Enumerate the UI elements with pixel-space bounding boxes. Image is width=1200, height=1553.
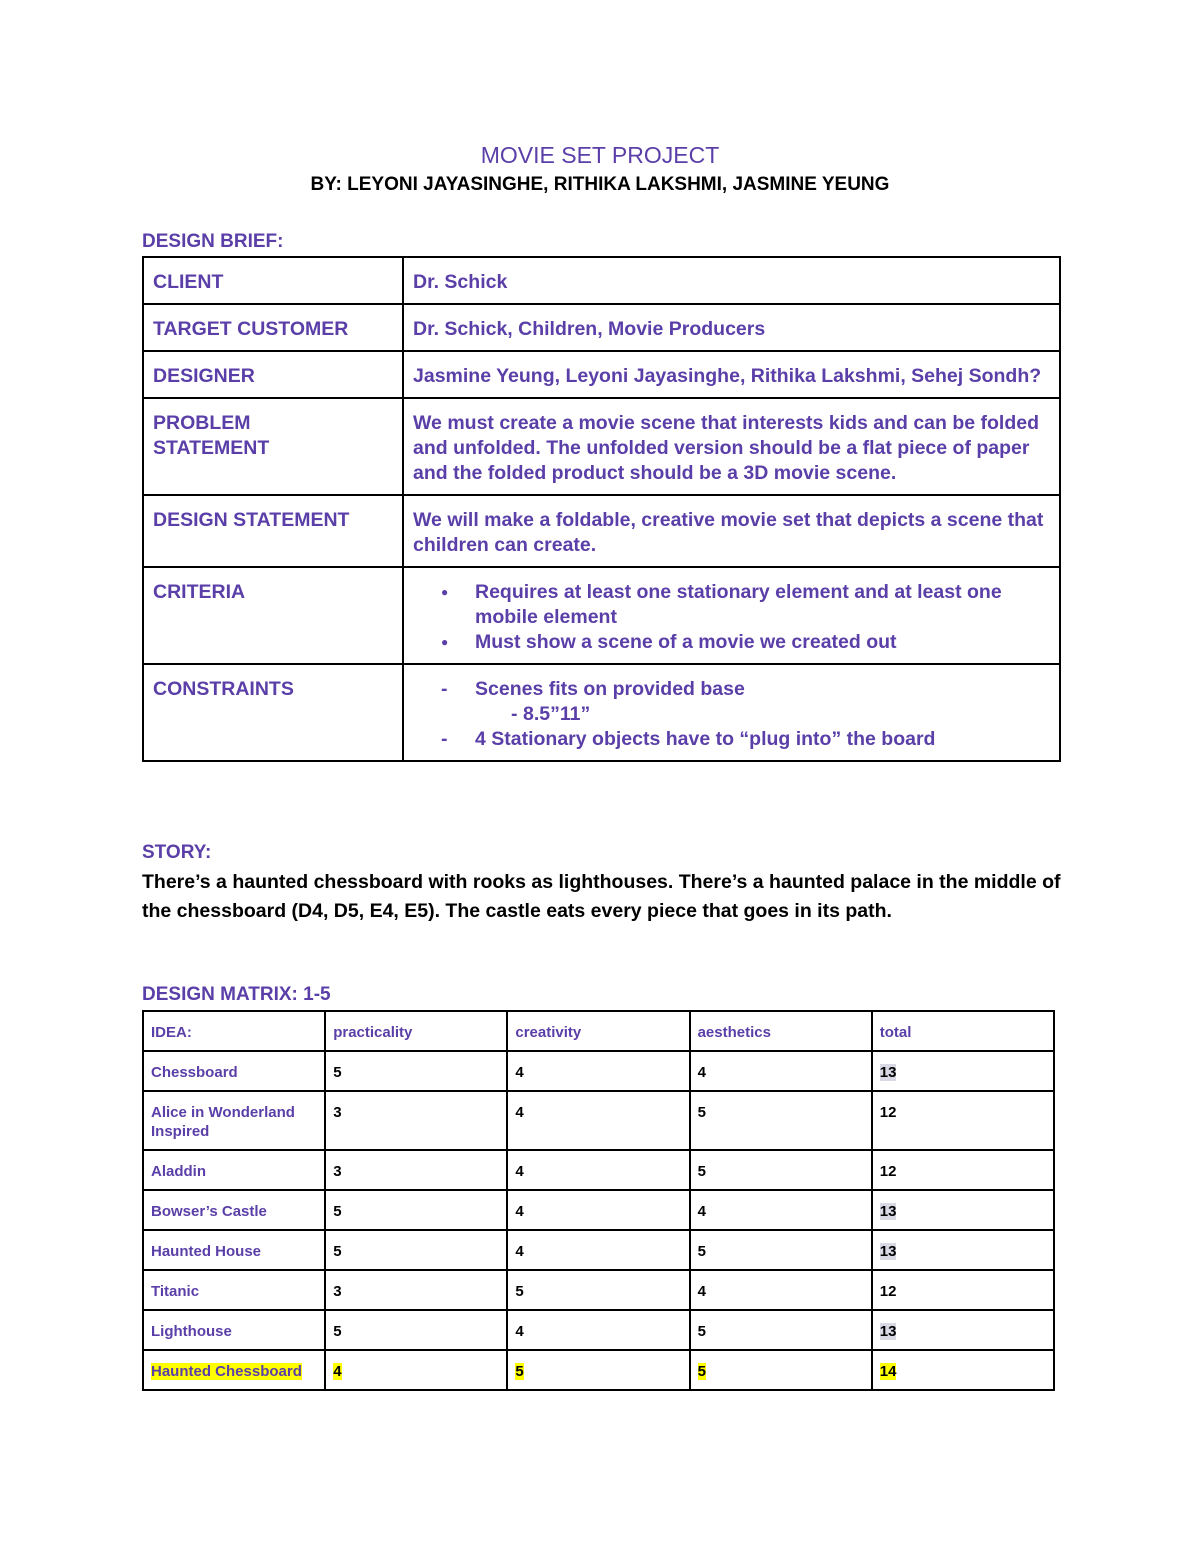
- table-row: [143, 1190, 1054, 1230]
- highlighted-idea: Haunted Chessboard: [151, 1363, 302, 1380]
- table-header-row: [143, 1011, 1054, 1051]
- constraints-list: [413, 677, 1050, 752]
- brief-key: CONSTRAINTS: [143, 664, 403, 761]
- total-value: 12: [879, 1104, 897, 1121]
- total-value: 12: [879, 1283, 897, 1300]
- score-cell: [507, 1350, 689, 1390]
- brief-key-line: STATEMENT: [153, 437, 270, 459]
- authors-line: BY: LEYONI JAYASINGHE, RITHIKA LAKSHMI, JASMINE YEUNG: [310, 174, 890, 195]
- story-text: There’s a haunted chessboard with rooks as lighthouses. There’s a haunted palace in the middle of the chessboard (D4, D5, E4, E5). The castle eats every piece that goes in its path.: [142, 871, 1061, 922]
- brief-key: TARGET CUSTOMER: [143, 304, 403, 351]
- brief-value: We must create a movie scene that interests kids and can be folded and unfolded. The unfolded version should be a flat piece of paper and the folded product should be a 3D movie scene.: [403, 398, 1060, 495]
- score-cell: 5: [690, 1150, 872, 1190]
- score-cell: 3: [325, 1150, 507, 1190]
- total-value: 13: [879, 1203, 897, 1220]
- total-cell: [872, 1270, 1054, 1310]
- score-cell: 4: [507, 1310, 689, 1350]
- idea-cell: Aladdin: [143, 1150, 325, 1190]
- idea-cell: Haunted House: [143, 1230, 325, 1270]
- story-label: STORY:: [142, 842, 212, 863]
- score-cell: 4: [507, 1230, 689, 1270]
- total-cell: [872, 1350, 1054, 1390]
- design-matrix-label: DESIGN MATRIX: 1-5: [142, 984, 331, 1005]
- score-cell: 3: [325, 1091, 507, 1150]
- table-row: [143, 1310, 1054, 1350]
- table-row: [143, 1270, 1054, 1310]
- list-item: - Scenes fits on provided base: [475, 677, 1050, 702]
- highlighted-score: 5: [697, 1363, 706, 1380]
- brief-key-line: PROBLEM: [153, 412, 251, 434]
- brief-key: CLIENT: [143, 257, 403, 304]
- brief-value: [403, 567, 1060, 664]
- list-item: ● Requires at least one stationary element and at least one mobile element: [475, 580, 1050, 630]
- column-header: creativity: [507, 1011, 689, 1051]
- idea-cell: Alice in Wonderland Inspired: [143, 1091, 325, 1150]
- score-cell: 4: [507, 1190, 689, 1230]
- table-row: [143, 1230, 1054, 1270]
- list-item: ● Must show a scene of a movie we created out: [475, 630, 1050, 655]
- table-row: [143, 1051, 1054, 1091]
- brief-row-target: [143, 304, 1060, 351]
- total-cell: [872, 1190, 1054, 1230]
- idea-cell: [143, 1350, 325, 1390]
- total-cell: [872, 1091, 1054, 1150]
- brief-row-designer: [143, 351, 1060, 398]
- total-cell: [872, 1051, 1054, 1091]
- table-row-winner: [143, 1350, 1054, 1390]
- score-cell: 5: [507, 1270, 689, 1310]
- total-value: 13: [879, 1323, 897, 1340]
- score-cell: 5: [325, 1051, 507, 1091]
- score-cell: [690, 1350, 872, 1390]
- score-cell: [325, 1350, 507, 1390]
- score-cell: 5: [325, 1230, 507, 1270]
- list-item: - 4 Stationary objects have to “plug into” the board: [475, 727, 1050, 752]
- highlighted-total: 14: [879, 1363, 897, 1380]
- score-cell: 5: [325, 1310, 507, 1350]
- design-brief-label: DESIGN BRIEF:: [142, 231, 284, 252]
- score-cell: 5: [690, 1091, 872, 1150]
- score-cell: 5: [690, 1230, 872, 1270]
- table-row: [143, 1091, 1054, 1150]
- idea-cell: Bowser’s Castle: [143, 1190, 325, 1230]
- total-cell: [872, 1310, 1054, 1350]
- brief-row-client: [143, 257, 1060, 304]
- total-value: 12: [879, 1163, 897, 1180]
- table-row: [143, 1150, 1054, 1190]
- total-value: 13: [879, 1243, 897, 1260]
- brief-key: DESIGN STATEMENT: [143, 495, 403, 567]
- column-header: aesthetics: [690, 1011, 872, 1051]
- brief-value: [403, 664, 1060, 761]
- score-cell: 4: [507, 1150, 689, 1190]
- column-header: total: [872, 1011, 1054, 1051]
- idea-cell: Titanic: [143, 1270, 325, 1310]
- score-cell: 5: [690, 1310, 872, 1350]
- column-header: IDEA:: [143, 1011, 325, 1051]
- idea-cell: Chessboard: [143, 1051, 325, 1091]
- brief-row-problem: [143, 398, 1060, 495]
- highlighted-score: 4: [333, 1363, 342, 1380]
- brief-row-design-statement: [143, 495, 1060, 567]
- highlighted-score: 5: [515, 1363, 524, 1380]
- total-cell: [872, 1230, 1054, 1270]
- brief-value: We will make a foldable, creative movie set that depicts a scene that children can create.: [403, 495, 1060, 567]
- total-cell: [872, 1150, 1054, 1190]
- score-cell: 5: [325, 1190, 507, 1230]
- score-cell: 4: [690, 1270, 872, 1310]
- design-matrix-table: [142, 1010, 1055, 1391]
- score-cell: 4: [690, 1051, 872, 1091]
- list-item: - 8.5”11”: [475, 702, 1050, 727]
- column-header: practicality: [325, 1011, 507, 1051]
- brief-value: Jasmine Yeung, Leyoni Jayasinghe, Rithika Lakshmi, Sehej Sondh?: [403, 351, 1060, 398]
- brief-row-criteria: [143, 567, 1060, 664]
- score-cell: 4: [690, 1190, 872, 1230]
- brief-key: CRITERIA: [143, 567, 403, 664]
- page-title: MOVIE SET PROJECT: [480, 142, 720, 168]
- score-cell: 4: [507, 1091, 689, 1150]
- brief-row-constraints: [143, 664, 1060, 761]
- criteria-list: [413, 580, 1050, 655]
- brief-value: Dr. Schick, Children, Movie Producers: [403, 304, 1060, 351]
- brief-key: [143, 398, 403, 495]
- design-brief-table: [142, 256, 1061, 762]
- brief-value: Dr. Schick: [403, 257, 1060, 304]
- score-cell: 4: [507, 1051, 689, 1091]
- idea-cell: Lighthouse: [143, 1310, 325, 1350]
- brief-key: DESIGNER: [143, 351, 403, 398]
- total-value: 13: [879, 1064, 897, 1081]
- score-cell: 3: [325, 1270, 507, 1310]
